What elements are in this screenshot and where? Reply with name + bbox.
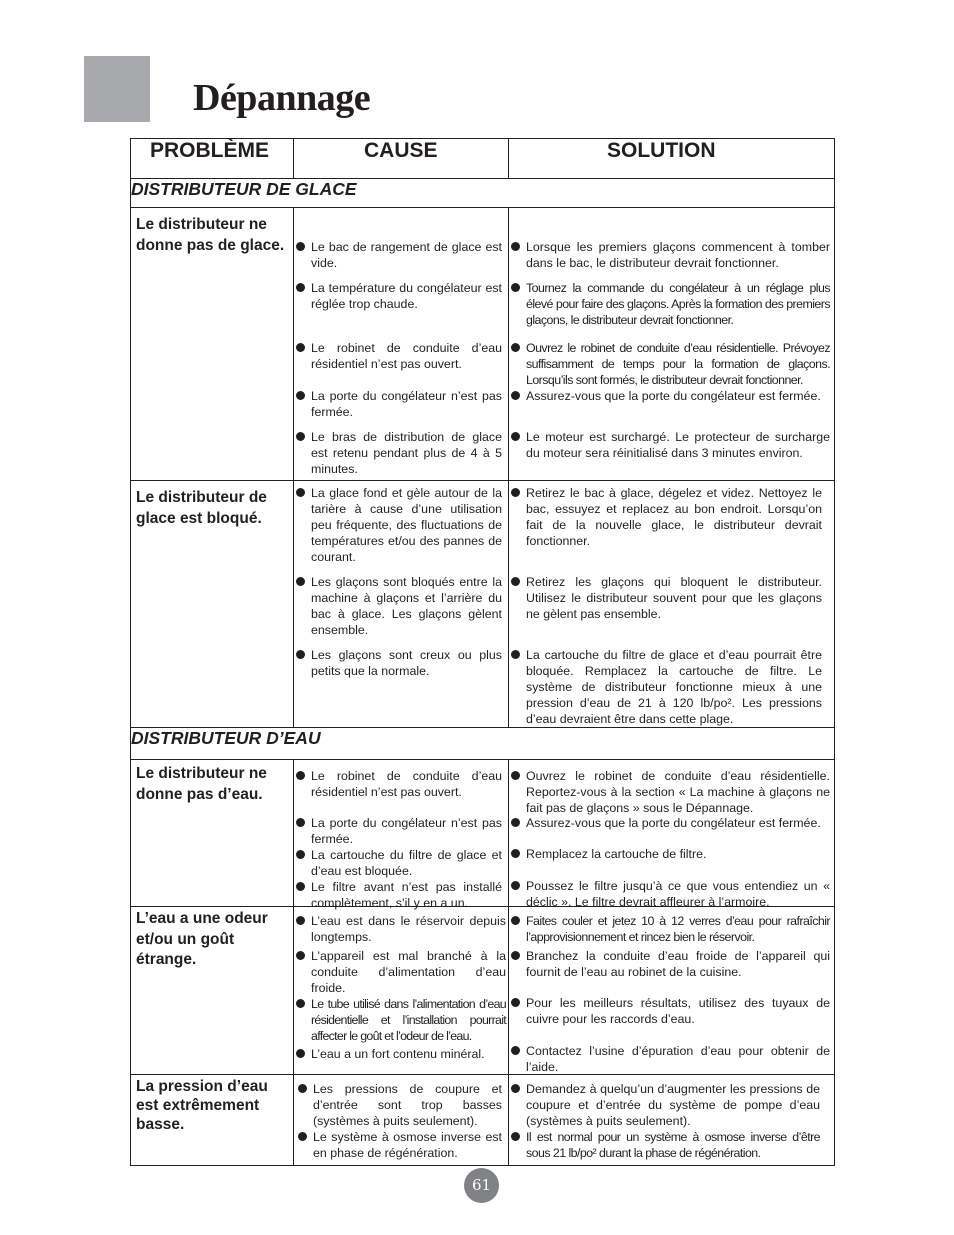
cause-item	[311, 847, 502, 879]
cause-text: Les glaçons sont bloqués entre la machine à glaçons et l’arrière du bac à glace. Les glaçons gèlent ensemble.	[311, 575, 502, 637]
solution-text: Ouvrez le robinet de conduite d’eau résidentielle. Prévoyez suffisamment de temps pour la formation de glaçons. Lorsqu’ils sont formés, le distributeur devrait fonctionner.	[526, 341, 830, 387]
cause-cell	[294, 760, 509, 910]
bullet-icon	[511, 577, 520, 586]
solution-text: Le moteur est surchargé. Le protecteur de surcharge du moteur sera réinitialisé dans 3 minutes environ.	[526, 430, 830, 460]
problem-cell: Le distributeur de glace est bloqué.	[131, 481, 294, 728]
solution-text: Remplacez la cartouche de filtre.	[526, 847, 707, 861]
section-row	[131, 728, 835, 760]
solution-item	[526, 878, 830, 910]
cause-item	[311, 1046, 506, 1062]
cause-cell	[294, 1075, 509, 1166]
bullet-icon	[296, 1049, 305, 1058]
solution-cell	[509, 481, 835, 728]
solution-text: Contactez l’usine d’épuration d’eau pour obtenir de l’aide.	[526, 1044, 830, 1074]
bullet-icon	[296, 916, 305, 925]
solution-text: Il est normal pour un système à osmose inverse d’être sous 21 lb/po² durant la phase de régénération.	[526, 1130, 820, 1160]
table-header-row	[131, 139, 835, 179]
cause-item	[311, 768, 502, 800]
bullet-icon	[296, 488, 305, 497]
cause-text: Les glaçons sont creux ou plus petits que la normale.	[311, 648, 502, 678]
bullet-icon	[296, 343, 305, 352]
solution-item	[526, 280, 830, 328]
bullet-icon	[511, 1046, 520, 1055]
cause-text: L’appareil est mal branché à la conduite d’alimentation d’eau froide.	[311, 949, 506, 995]
problem-cell: Le distributeur ne donne pas de glace.	[131, 208, 294, 481]
bullet-icon	[511, 391, 520, 400]
bullet-icon	[511, 951, 520, 960]
page-number-badge: 61	[464, 1168, 499, 1203]
solution-text: Faites couler et jetez 10 à 12 verres d’eau pour rafraîchir l’approvisionnement et rincez bien le réservoir.	[526, 914, 830, 944]
section-title-ice-dispenser: DISTRIBUTEUR DE GLACE	[131, 179, 835, 208]
bullet-icon	[511, 242, 520, 251]
solution-text: Ouvrez le robinet de conduite d’eau résidentielle. Reportez-vous à la section « La machine à glaçons ne fait pas de glaçons » sous le Dépannage.	[526, 769, 830, 815]
solution-item	[526, 429, 830, 461]
solution-item	[526, 647, 822, 727]
cause-item	[311, 948, 506, 996]
cause-text: Le robinet de conduite d’eau résidentiel n’est pas ouvert.	[311, 769, 502, 799]
solution-item	[526, 768, 830, 816]
solution-item	[526, 948, 830, 980]
solution-item	[526, 388, 830, 404]
header-problem: PROBLÈME	[131, 139, 294, 179]
cause-text: La température du congélateur est réglée trop chaude.	[311, 281, 502, 311]
table-row	[131, 907, 835, 1075]
solution-text: Poussez le filtre jusqu’à ce que vous entendiez un « déclic ». Le filtre devrait affleurer à l’armoire.	[526, 879, 830, 909]
solution-item	[526, 485, 822, 549]
header-solution: SOLUTION	[509, 139, 835, 179]
cause-item	[311, 485, 502, 565]
cause-item	[311, 239, 502, 271]
bullet-icon	[511, 650, 520, 659]
bullet-icon	[511, 1084, 520, 1093]
bullet-icon	[296, 951, 305, 960]
solution-item	[526, 1043, 830, 1075]
solution-text: La cartouche du filtre de glace et d’eau pourrait être bloquée. Remplacez la cartouche de filtre. Le système de distributeur fonctionne mieux à une pression d’eau de 21 à 120 lb/po². Les pressions d’eau devraient être dans cette plage.	[526, 648, 822, 726]
cause-text: Les pressions de coupure et d’entrée sont trop basses (systèmes à puits seulement).	[313, 1082, 502, 1128]
solution-text: Retirez le bac à glace, dégelez et videz. Nettoyez le bac, essuyez et replacez au bon endroit. Lorsqu’on fait de la nouvelle glace, le distributeur devrait fonctionner.	[526, 486, 822, 548]
bullet-icon	[296, 432, 305, 441]
cause-item	[311, 429, 502, 477]
cause-text: La porte du congélateur n’est pas fermée.	[311, 816, 502, 846]
cause-text: Le filtre avant n’est pas installé complètement, s’il y en a un.	[311, 880, 502, 910]
bullet-icon	[511, 343, 520, 352]
problem-cell: Le distributeur ne donne pas d’eau.	[131, 760, 294, 907]
solution-item	[526, 846, 830, 862]
bullet-icon	[296, 850, 305, 859]
bullet-icon	[511, 1132, 520, 1141]
solution-item	[526, 574, 822, 622]
solution-cell	[509, 1075, 835, 1166]
cause-text: Le bac de rangement de glace est vide.	[311, 240, 502, 270]
table-row	[131, 208, 835, 481]
solution-cell	[509, 760, 835, 907]
bullet-icon	[296, 283, 305, 292]
solution-text: Branchez la conduite d’eau froide de l’appareil qui fournit de l’eau au robinet de la cuisine.	[526, 949, 830, 979]
solution-text: Pour les meilleurs résultats, utilisez des tuyaux de cuivre pour les raccords d’eau.	[526, 996, 830, 1026]
cause-text: La cartouche du filtre de glace et d’eau est bloquée.	[311, 848, 502, 878]
bullet-icon	[296, 999, 305, 1008]
solution-text: Retirez les glaçons qui bloquent le distributeur. Utilisez le distributeur souvent pour que les glaçons ne gèlent pas ensemble.	[526, 575, 822, 621]
table-row	[131, 481, 835, 728]
bullet-icon	[298, 1132, 307, 1141]
cause-cell	[294, 208, 509, 481]
cause-text: L’eau a un fort contenu minéral.	[311, 1047, 485, 1061]
solution-text: Assurez-vous que la porte du congélateur est fermée.	[526, 816, 821, 830]
problem-cell: La pression d’eau est extrêmement basse.	[131, 1075, 294, 1166]
bullet-icon	[511, 849, 520, 858]
bullet-icon	[296, 577, 305, 586]
cause-item	[311, 913, 506, 945]
solution-item	[526, 1129, 820, 1161]
bullet-icon	[296, 882, 305, 891]
cause-text: Le bras de distribution de glace est retenu pendant plus de 4 à 5 minutes.	[311, 430, 502, 476]
bullet-icon	[511, 998, 520, 1007]
bullet-icon	[511, 283, 520, 292]
cause-item	[311, 280, 502, 312]
cause-cell	[294, 481, 509, 728]
bullet-icon	[511, 488, 520, 497]
solution-item	[526, 815, 830, 831]
table-row	[131, 1075, 835, 1166]
problem-cell: L’eau a une odeur et/ou un goût étrange.	[131, 907, 294, 1075]
cause-item	[311, 996, 506, 1044]
solution-cell	[509, 907, 835, 1075]
cause-item	[313, 1081, 502, 1129]
cause-item	[311, 574, 502, 638]
bullet-icon	[296, 242, 305, 251]
cause-text: L’eau est dans le réservoir depuis longtemps.	[311, 914, 506, 944]
bullet-icon	[296, 391, 305, 400]
bullet-icon	[296, 818, 305, 827]
cause-text: La porte du congélateur n’est pas fermée.	[311, 389, 502, 419]
header-cause: CAUSE	[294, 139, 509, 179]
cause-item	[311, 815, 502, 847]
section-row	[131, 179, 835, 208]
cause-item	[311, 647, 502, 679]
cause-cell	[294, 907, 509, 1075]
cause-text: Le système à osmose inverse est en phase de régénération.	[313, 1130, 502, 1160]
cause-item	[311, 388, 502, 420]
chapter-tab-marker	[84, 56, 150, 122]
cause-item	[313, 1129, 502, 1161]
page-title: Dépannage	[193, 77, 371, 119]
bullet-icon	[511, 771, 520, 780]
bullet-icon	[511, 916, 520, 925]
solution-text: Demandez à quelqu’un d’augmenter les pressions de coupure et d’entrée du système de pompe d’eau (systèmes à puits seulement).	[526, 1082, 820, 1128]
bullet-icon	[511, 818, 520, 827]
cause-text: La glace fond et gèle autour de la tarière à cause d’une utilisation peu fréquente, des fluctuations de températures et/ou des pannes de courant.	[311, 486, 502, 564]
bullet-icon	[296, 771, 305, 780]
bullet-icon	[296, 650, 305, 659]
cause-text: Le robinet de conduite d’eau résidentiel n’est pas ouvert.	[311, 341, 502, 371]
solution-item	[526, 340, 830, 388]
cause-text: Le tube utilisé dans l’alimentation d’eau résidentielle et l’installation pourrait affecter le goût et l’odeur de l’eau.	[311, 997, 506, 1043]
solution-item	[526, 239, 830, 271]
section-title-water-dispenser: DISTRIBUTEUR D’EAU	[131, 728, 835, 760]
bullet-icon	[298, 1084, 307, 1093]
table-row	[131, 760, 835, 907]
solution-cell	[509, 208, 835, 481]
solution-text: Assurez-vous que la porte du congélateur est fermée.	[526, 389, 821, 403]
troubleshooting-table	[130, 138, 835, 1166]
solution-text: Tournez la commande du congélateur à un réglage plus élevé pour faire des glaçons. Après la formation des premiers glaçons, le distributeur devrait fonctionner.	[526, 281, 830, 327]
solution-item	[526, 995, 830, 1027]
bullet-icon	[511, 432, 520, 441]
solution-text: Lorsque les premiers glaçons commencent à tomber dans le bac, le distributeur devrait fonctionner.	[526, 240, 830, 270]
solution-item	[526, 913, 830, 945]
solution-item	[526, 1081, 820, 1129]
bullet-icon	[511, 881, 520, 890]
cause-item	[311, 340, 502, 372]
